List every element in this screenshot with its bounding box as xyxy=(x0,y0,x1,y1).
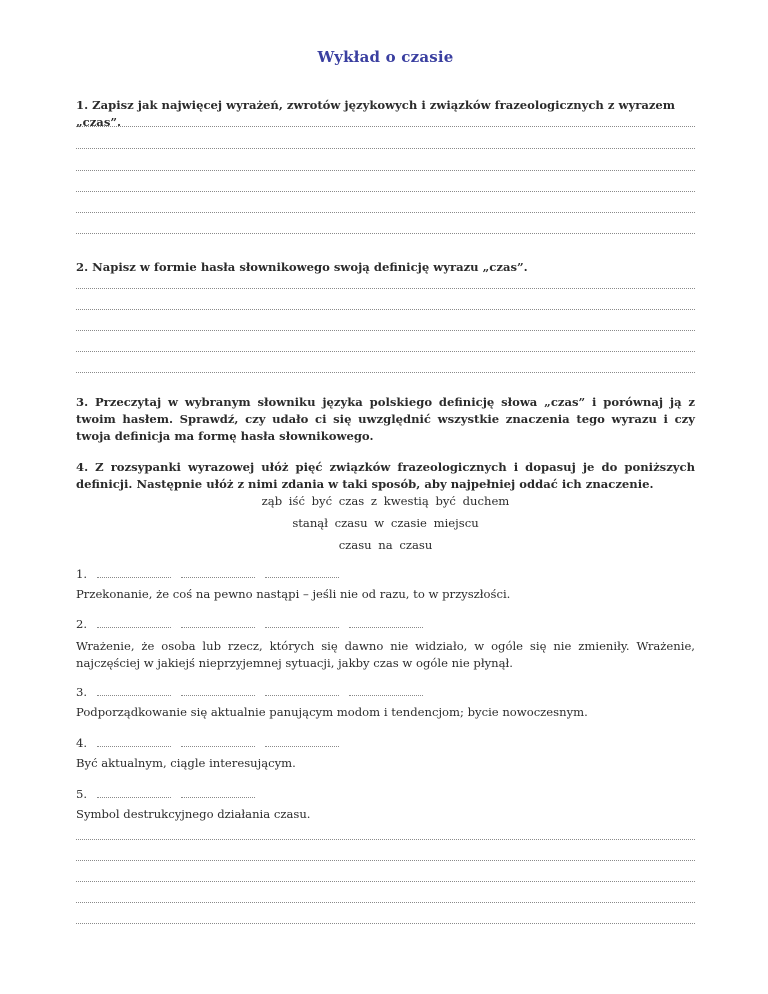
answer-slot-4 xyxy=(76,736,349,750)
blank-field[interactable] xyxy=(181,736,255,747)
blank-field[interactable] xyxy=(265,736,339,747)
blank-field[interactable] xyxy=(265,567,339,578)
blank-field[interactable] xyxy=(265,685,339,696)
definition-2: Wrażenie, że osoba lub rzecz, których się dawno nie widziało, w ogóle się nie zmieniły. Wrażenie, najczęściej w jakiejś nieprzyjemnej sytuacji, jakby czas w ogóle nie płynął. xyxy=(76,639,695,670)
blank-field[interactable] xyxy=(97,567,171,578)
definition-5: Symbol destrukcyjnego działania czasu. xyxy=(76,807,311,821)
answer-number: 5. xyxy=(76,787,88,801)
blank-field[interactable] xyxy=(181,787,255,798)
answer-slot-3 xyxy=(76,685,433,699)
blank-field[interactable] xyxy=(97,685,171,696)
answer-line[interactable] xyxy=(76,372,695,373)
answer-line[interactable] xyxy=(76,923,695,924)
blank-field[interactable] xyxy=(349,617,423,628)
word-scramble-line: czasu na czasu xyxy=(338,538,433,552)
blank-field[interactable] xyxy=(97,617,171,628)
answer-line[interactable] xyxy=(76,330,695,331)
answer-line[interactable] xyxy=(76,309,695,310)
answer-number: 3. xyxy=(76,685,88,699)
answer-slot-2 xyxy=(76,617,433,631)
answer-slot-1 xyxy=(76,567,349,581)
blank-field[interactable] xyxy=(181,567,255,578)
task-2-instruction: 2. Napisz w formie hasła słownikowego swoją definicję wyrazu „czas”. xyxy=(76,260,528,274)
answer-line[interactable] xyxy=(76,212,695,213)
answer-slot-5 xyxy=(76,787,265,801)
answer-number: 1. xyxy=(76,567,88,581)
answer-number: 2. xyxy=(76,617,88,631)
answer-line[interactable] xyxy=(76,191,695,192)
answer-line[interactable] xyxy=(76,902,695,903)
task-1-instruction: 1. Zapisz jak najwięcej wyrażeń, zwrotów językowych i związków frazeologicznych z wyrazem „czas”. xyxy=(76,98,676,129)
blank-field[interactable] xyxy=(265,617,339,628)
answer-number: 4. xyxy=(76,736,88,750)
page-title: Wykład o czasie xyxy=(317,48,454,66)
answer-line[interactable] xyxy=(76,170,695,171)
answer-line[interactable] xyxy=(76,148,695,149)
answer-line[interactable] xyxy=(76,126,695,127)
blank-field[interactable] xyxy=(349,685,423,696)
answer-line[interactable] xyxy=(76,881,695,882)
answer-line[interactable] xyxy=(76,860,695,861)
blank-field[interactable] xyxy=(181,617,255,628)
definition-1: Przekonanie, że coś na pewno nastąpi – jeśli nie od razu, to w przyszłości. xyxy=(76,587,511,601)
answer-line[interactable] xyxy=(76,351,695,352)
word-scramble-line: ząb iść być czas z kwestią być duchem xyxy=(261,494,510,508)
task-4-instruction: 4. Z rozsypanki wyrazowej ułóż pięć związków frazeologicznych i dopasuj je do poniższych definicji. Następnie ułóż z nimi zdania w taki sposób, aby najpełniej oddać ich znaczenie. xyxy=(76,460,695,491)
blank-field[interactable] xyxy=(97,787,171,798)
answer-line[interactable] xyxy=(76,288,695,289)
answer-line[interactable] xyxy=(76,233,695,234)
definition-4: Być aktualnym, ciągle interesującym. xyxy=(76,756,296,770)
definition-3: Podporządkowanie się aktualnie panującym modom i tendencjom; bycie nowoczesnym. xyxy=(76,705,588,719)
task-3-instruction: 3. Przeczytaj w wybranym słowniku języka polskiego definicję słowa „czas” i porównaj ją z twoim hasłem. Sprawdź, czy udało ci się uwzględnić wszystkie znaczenia tego wyrazu i czy twoja definicja ma formę hasła słownikowego. xyxy=(76,395,695,443)
blank-field[interactable] xyxy=(181,685,255,696)
blank-field[interactable] xyxy=(97,736,171,747)
answer-line[interactable] xyxy=(76,839,695,840)
word-scramble-line: stanął czasu w czasie miejscu xyxy=(292,516,479,530)
